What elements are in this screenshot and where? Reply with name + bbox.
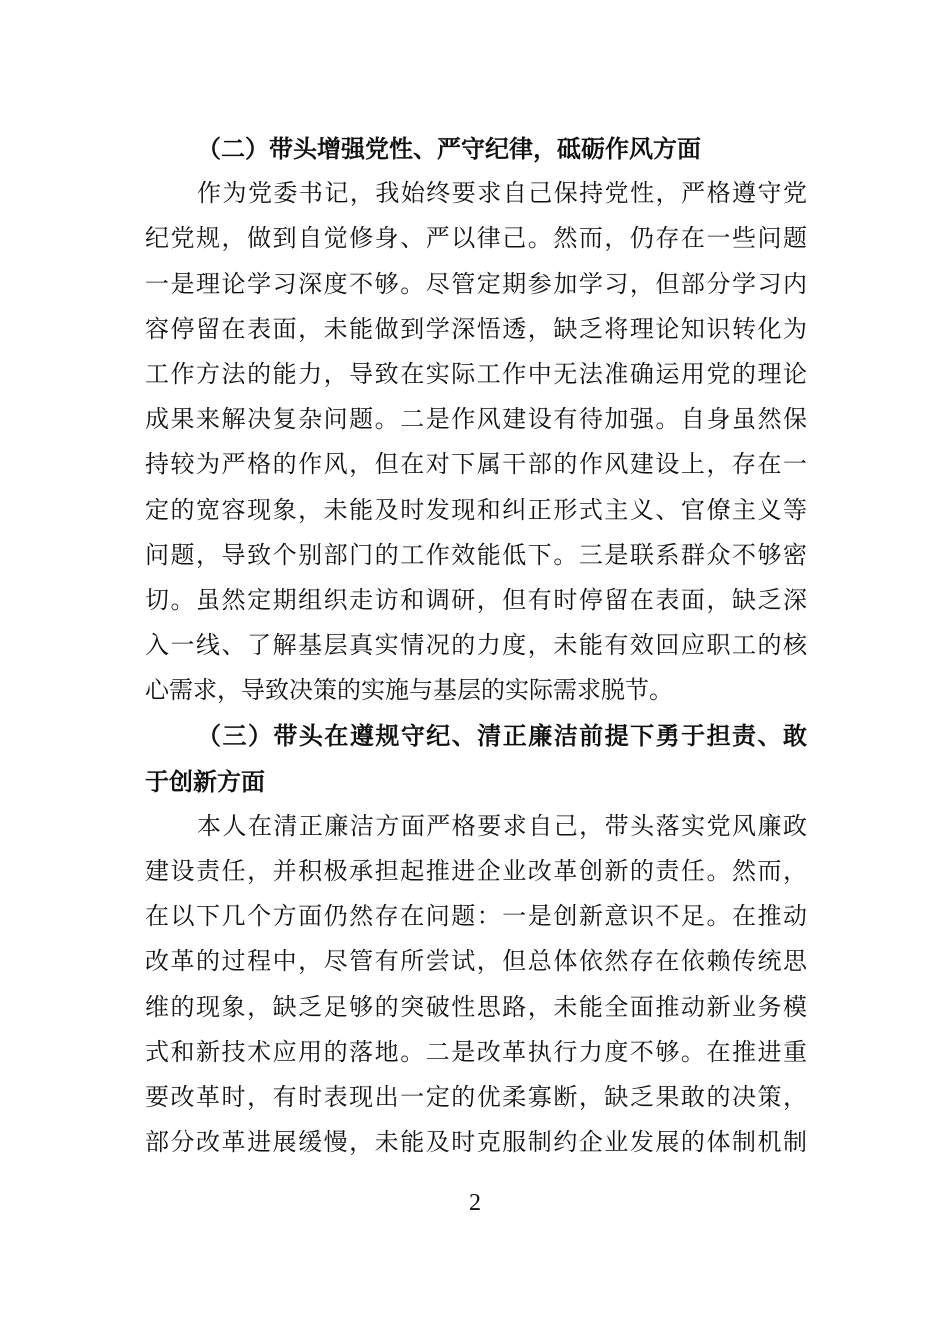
paragraph-line: 持较为严格的作风，但在对下属干部的作风建设上，存在一 xyxy=(145,450,807,479)
section-two-paragraph xyxy=(145,171,807,713)
paragraph-line: 作为党委书记，我始终要求自己保持党性，严格遵守党 xyxy=(197,179,807,208)
paragraph-line: 心需求，导致决策的实施与基层的实际需求脱节。 xyxy=(145,676,673,705)
page-number: 2 xyxy=(469,1190,481,1216)
paragraph-line: 式和新技术应用的落地。二是改革执行力度不够。在推进重 xyxy=(145,1037,807,1066)
section-three-paragraph xyxy=(145,804,807,1166)
paragraph-line: 纪党规，做到自觉修身、严以律己。然而，仍存在一些问题 xyxy=(145,224,807,253)
heading-line: 于创新方面 xyxy=(145,766,265,796)
paragraph-line: 成果来解决复杂问题。二是作风建设有待加强。自身虽然保 xyxy=(145,405,807,434)
paragraph-line: 定的宽容现象，未能及时发现和纠正形式主义、官僚主义等 xyxy=(145,495,807,524)
paragraph-line: 工作方法的能力，导致在实际工作中无法准确运用党的理论 xyxy=(145,359,807,388)
paragraph-line: 切。虽然定期组织走访和调研，但有时停留在表面，缺乏深 xyxy=(145,585,807,614)
paragraph-line: 本人在清正廉洁方面严格要求自己，带头落实党风廉政 xyxy=(197,811,807,840)
paragraph-line: 建设责任，并积极承担起推进企业改革创新的责任。然而， xyxy=(145,857,807,885)
document-body xyxy=(145,126,807,1165)
paragraph-line: 问题，导致个别部门的工作效能低下。三是联系群众不够密 xyxy=(145,540,807,569)
heading-line: （三）带头在遵规守纪、清正廉洁前提下勇于担责、敢 xyxy=(197,721,807,751)
paragraph-line: 要改革时，有时表现出一定的优柔寡断，缺乏果敢的决策， xyxy=(145,1082,807,1111)
paragraph-line: 容停留在表面，未能做到学深悟透，缺乏将理论知识转化为 xyxy=(145,314,807,343)
paragraph-line: 改革的过程中，尽管有所尝试，但总体依然存在依赖传统思 xyxy=(145,947,807,976)
paragraph-line: 在以下几个方面仍然存在问题：一是创新意识不足。在推动 xyxy=(145,902,807,931)
section-three-heading xyxy=(145,713,807,803)
paragraph-line: 一是理论学习深度不够。尽管定期参加学习，但部分学习内 xyxy=(145,269,807,298)
paragraph-line: 入一线、了解基层真实情况的力度，未能有效回应职工的核 xyxy=(145,631,807,660)
paragraph-line: 维的现象，缺乏足够的突破性思路，未能全面推动新业务模 xyxy=(145,992,807,1021)
section-two-heading: （二）带头增强党性、严守纪律，砥砺作风方面 xyxy=(197,134,701,163)
paragraph-line: 部分改革进展缓慢，未能及时克服制约企业发展的体制机制 xyxy=(145,1128,807,1157)
